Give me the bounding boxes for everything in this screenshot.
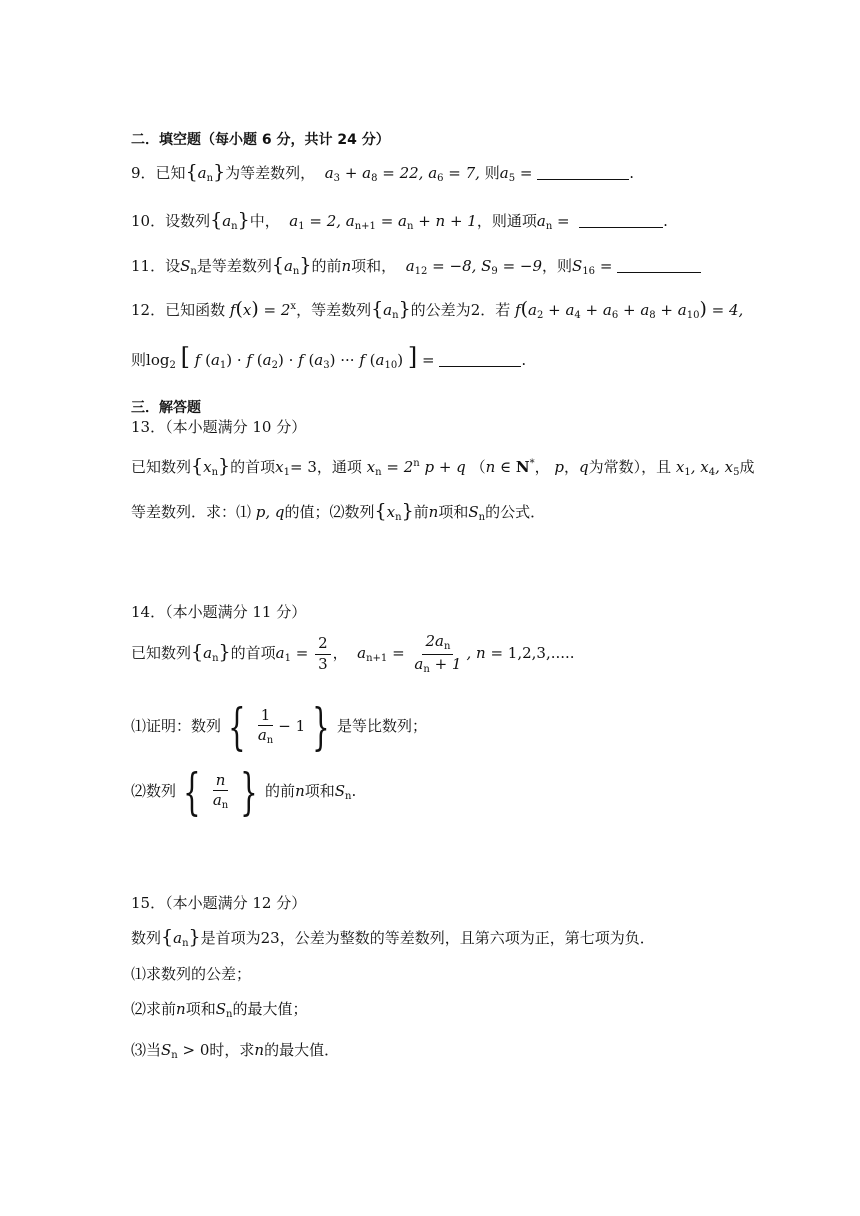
question-number: 10． [131,212,166,230]
fraction: $\frac{2a_n}{a_n + 1}$ [414,632,462,675]
question-number: 11． [131,257,166,275]
fraction: $\frac{n}{a_n}$ [212,771,229,812]
question-15-part-2: ⑵求前n项和$S_n$的最大值； [131,1000,308,1020]
question-9: 9．已知$\{a_n\}$为等差数列， $a_3 + a_8 = 22$, $a_6 = 7$, 则$a_5$ = . [131,161,634,184]
question-15-header: 15．（本小题满分 12 分） [131,894,307,912]
question-13-line-1: 已知数列$\{x_n\}$的首项$x_1= 3$，通项 $x_n = 2^n$ p + q （n ∈ N*， p，q为常数），且 $x_1$, $x_4$, $x_5$成 [131,455,755,478]
answer-blank[interactable] [537,165,629,180]
question-12-line-2: 则$\log_2$ [ f $(a_1) \cdot f$ $(a_2) \cdot f$ $(a_3)$ ··· f $(a_{10})$ ] = . [131,343,527,371]
question-14-part-2: ⑵数列 { $\frac{n}{a_n}$ } 的前n项和$S_n$. [131,763,357,821]
question-14-line-1: 已知数列$\{a_n\}$的首项$a_1$ = $\frac{2}{3}$ ， $a_{n+1}$ = $\frac{2a_n}{a_n + 1}$ , n = 1,2,3,..... [131,632,575,675]
fraction: $\frac{2}{3}$ [315,635,331,673]
math-expression: $a_{12} = -8$, $S_9 = -9$ [400,257,543,277]
fraction: $\frac{1}{a_n}$ [257,706,274,747]
math-expression: $a_1 = 2$, $a_{n+1} = a_n + n + 1$ [284,212,477,232]
math-expression: $\log_2$ [ f $(a_1) \cdot f$ $(a_2) \cdot f$ $(a_3)$ ··· f $(a_{10})$ ] [146,343,418,371]
question-13-line-2: 等差数列．求：⑴ p, q的值；⑵数列$\{x_n\}$前n项和$S_n$的公式． [131,500,546,523]
answer-blank[interactable] [579,213,663,228]
question-12: 12．已知函数 $f(x) = 2^x$，等差数列$\{a_n\}$的公差为2．若 $f(a_2 + a_4 + a_6 + a_8 + a_{10}) = 4$, [131,298,744,321]
question-number: 12． [131,301,166,319]
question-15-line-1: 数列$\{a_n\}$是首项为23，公差为整数的等差数列，且第六项为正，第七项为负． [131,926,655,949]
question-14-part-1: ⑴证明：数列 { $\frac{1}{a_n}$ − 1 } 是等比数列； [131,698,427,756]
question-11: 11．设$S_n$是等差数列$\{a_n\}$的前n项和， $a_{12} = -8$, $S_9 = -9$，则$S_{16}$ = [131,254,701,278]
question-13-header: 13．（本小题满分 10 分） [131,418,307,436]
question-10: 10．设数列$\{a_n\}$中， $a_1 = 2$, $a_{n+1} = a_n + n + 1$，则通项$a_n$ = . [131,209,668,232]
answer-blank[interactable] [439,352,521,367]
math-expression: $f(a_2 + a_4 + a_6 + a_8 + a_{10}) = 4$, [515,298,744,321]
question-15-part-3: ⑶当$S_n > 0$时，求n的最大值． [131,1041,340,1061]
question-number: 9． [131,164,156,182]
answer-blank[interactable] [617,258,701,273]
section-title-fill-in: 二．填空题（每小题 6 分，共计 24 分） [131,132,390,148]
question-14-header: 14．（本小题满分 11 分） [131,603,307,621]
math-expression: $x_n = 2^n$ p + q [366,458,466,478]
question-15-part-1: ⑴求数列的公差； [131,965,252,983]
math-expression: $a_3 + a_8 = 22$, $a_6 = 7$, [319,164,480,184]
section-title-answers: 三．解答题 [131,400,201,416]
math-expression: $f(x) = 2^x$ [229,298,297,320]
